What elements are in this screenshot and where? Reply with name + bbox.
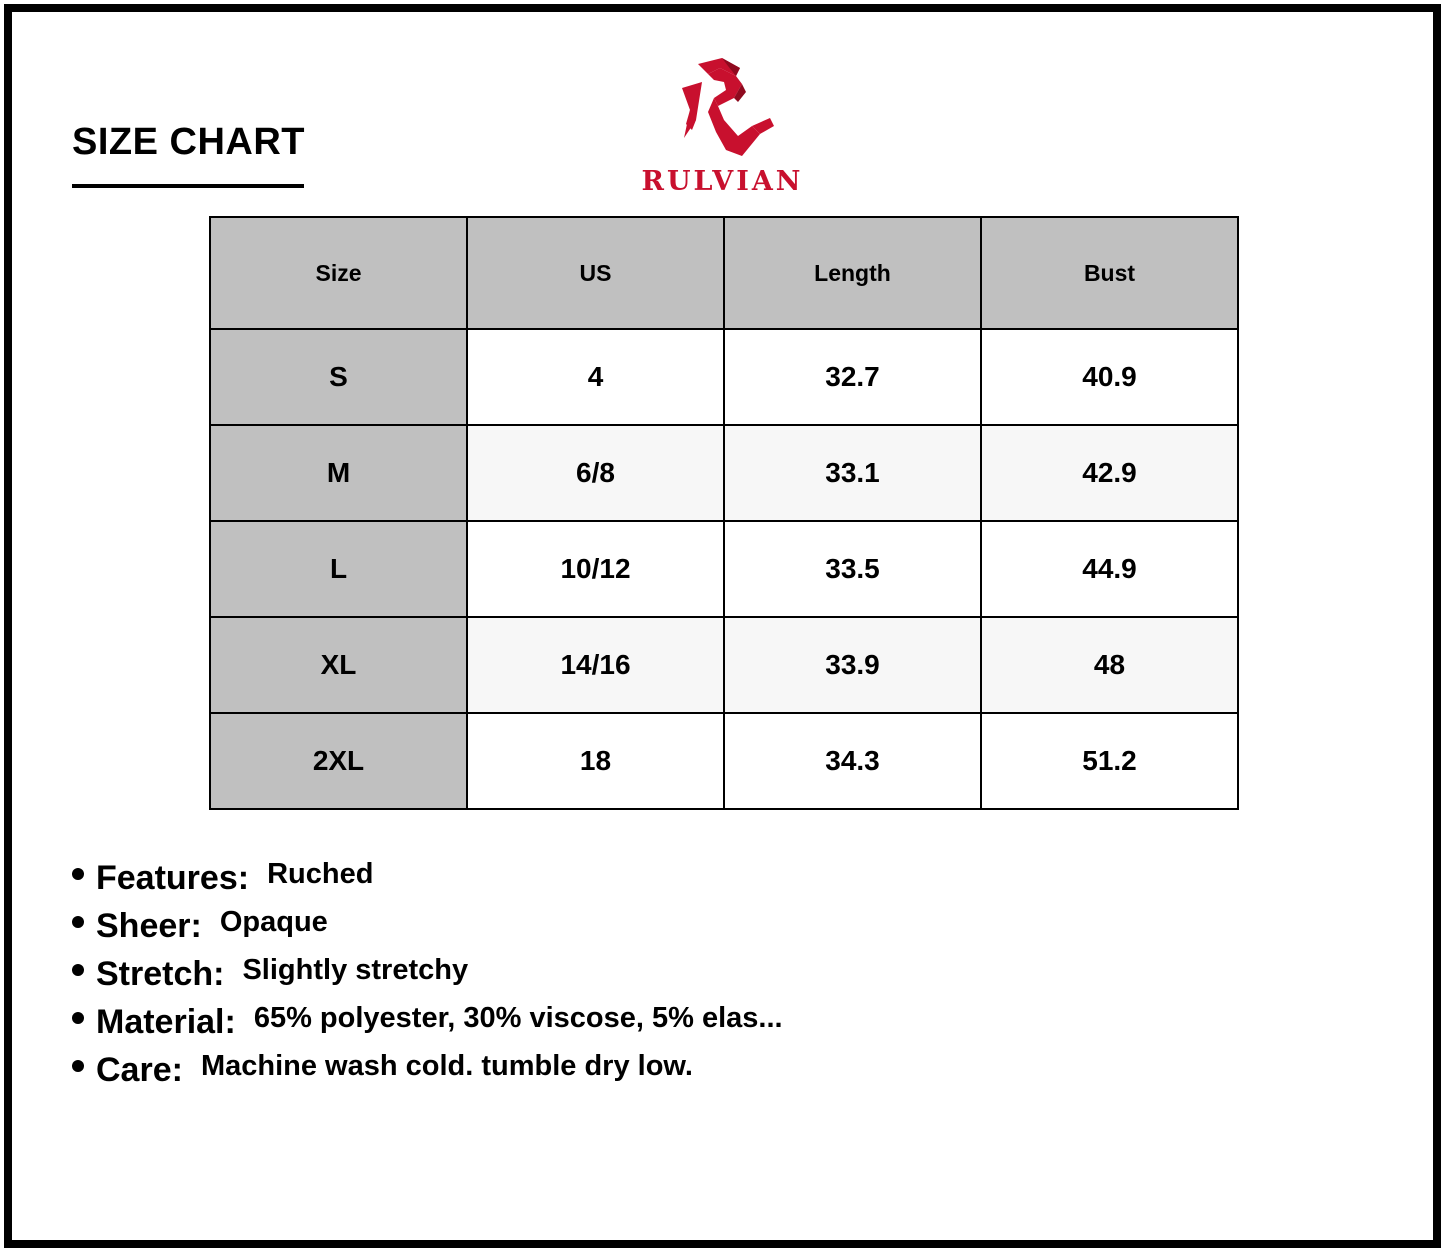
header-bust: Bust	[981, 217, 1238, 329]
title-underline	[72, 184, 304, 188]
table-row	[210, 713, 1238, 809]
feature-value: 65% polyester, 30% viscose, 5% elas...	[253, 1001, 783, 1034]
bust-cell: 40.9	[981, 329, 1238, 425]
length-cell: 33.5	[724, 521, 981, 617]
size-cell: S	[210, 329, 467, 425]
feature-value: Opaque	[219, 905, 328, 938]
bust-cell: 48	[981, 617, 1238, 713]
feature-value: Ruched	[267, 857, 374, 890]
size-chart-table	[209, 216, 1239, 810]
bullet-icon	[72, 964, 84, 976]
header-length: Length	[724, 217, 981, 329]
brand-logo	[620, 50, 825, 200]
header-us: US	[467, 217, 724, 329]
table-row	[210, 329, 1238, 425]
feature-label: Material:	[96, 1002, 236, 1041]
table-row	[210, 521, 1238, 617]
table-row	[210, 617, 1238, 713]
size-cell: M	[210, 425, 467, 521]
size-cell: L	[210, 521, 467, 617]
feature-item-care	[72, 1042, 783, 1090]
bust-cell: 51.2	[981, 713, 1238, 809]
length-cell: 32.7	[724, 329, 981, 425]
us-cell: 10/12	[467, 521, 724, 617]
feature-label: Stretch:	[96, 954, 225, 993]
feature-item-material	[72, 994, 783, 1042]
bust-cell: 42.9	[981, 425, 1238, 521]
feature-label: Sheer:	[96, 906, 202, 945]
table-header-row	[210, 217, 1238, 329]
length-cell: 33.1	[724, 425, 981, 521]
bullet-icon	[72, 868, 84, 880]
bullet-icon	[72, 1060, 84, 1072]
feature-item-sheer	[72, 898, 783, 946]
page-title: SIZE CHART	[72, 121, 305, 163]
feature-item-stretch	[72, 946, 783, 994]
bullet-icon	[72, 1012, 84, 1024]
us-cell: 18	[467, 713, 724, 809]
feature-label: Care:	[96, 1050, 183, 1089]
product-features-list	[72, 850, 783, 1090]
bust-cell: 44.9	[981, 521, 1238, 617]
r-monogram-icon	[678, 54, 778, 162]
feature-value: Machine wash cold. tumble dry low.	[200, 1049, 693, 1082]
size-cell: XL	[210, 617, 467, 713]
us-cell: 4	[467, 329, 724, 425]
length-cell: 34.3	[724, 713, 981, 809]
us-cell: 6/8	[467, 425, 724, 521]
table-row	[210, 425, 1238, 521]
us-cell: 14/16	[467, 617, 724, 713]
header-size: Size	[210, 217, 467, 329]
length-cell: 33.9	[724, 617, 981, 713]
feature-item-features	[72, 850, 783, 898]
feature-value: Slightly stretchy	[242, 953, 469, 986]
bullet-icon	[72, 916, 84, 928]
size-cell: 2XL	[210, 713, 467, 809]
feature-label: Features:	[96, 858, 250, 897]
brand-name: RULVIAN	[641, 166, 804, 197]
